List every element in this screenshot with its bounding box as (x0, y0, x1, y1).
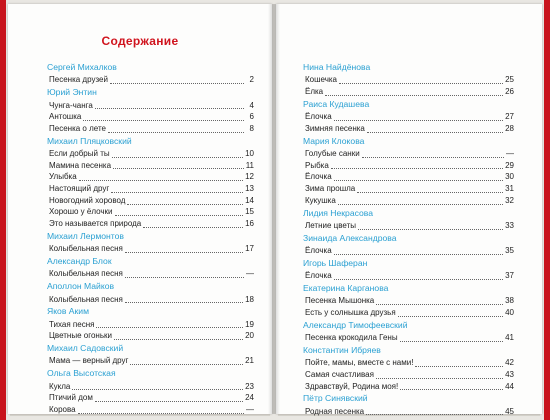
toc-entry (46, 268, 254, 280)
entry-title: Песенка о лете (49, 123, 106, 133)
entry-title: Новогодний хоровод (49, 195, 126, 205)
dot-leader (72, 389, 243, 390)
dot-leader (339, 83, 503, 84)
toc-entry (46, 381, 254, 393)
entry-title: Птичий дом (49, 393, 93, 403)
entry-title: Ёлочка (305, 112, 332, 122)
dot-leader (338, 204, 503, 205)
page-number: 10 (245, 149, 254, 159)
page-number: 27 (505, 112, 514, 122)
dot-leader (362, 157, 504, 158)
page-number: 41 (505, 333, 514, 343)
author-name: Мария Клокова (303, 135, 365, 146)
toc-entry (46, 160, 254, 172)
dot-leader (127, 204, 243, 205)
entry-title: Цветные огоньки (49, 331, 112, 341)
dot-leader (83, 120, 244, 121)
entry-title: Пойте, мамы, вместе с нами! (305, 358, 414, 368)
page-number: 35 (505, 246, 514, 256)
page-number: 40 (505, 307, 514, 317)
page-number: 17 (245, 244, 254, 254)
toc-entry (302, 220, 514, 232)
author-name: Раиса Кудашева (303, 98, 370, 109)
dot-leader (334, 254, 503, 255)
dot-leader (358, 229, 503, 230)
entry-title: Колыбельная песня (49, 294, 123, 304)
toc-entry (302, 295, 514, 307)
toc-entry (46, 183, 254, 195)
entry-title: Настоящий друг (49, 184, 110, 194)
dot-leader (108, 132, 244, 133)
dot-leader (113, 168, 244, 169)
author-name: Александр Блок (47, 256, 112, 266)
entry-title: Голубые санки (305, 149, 360, 159)
author-name: Михаил Садовский (47, 343, 124, 354)
dot-leader (96, 327, 243, 328)
author-name: Аполлон Майков (47, 281, 115, 292)
dot-leader (357, 192, 503, 193)
page-number: 16 (245, 219, 254, 229)
toc-entry (302, 195, 514, 207)
toc-list-right (302, 61, 514, 417)
dot-leader (415, 366, 503, 367)
toc-entry (46, 356, 254, 368)
contents-title: Содержание (101, 34, 179, 48)
page-number: 18 (245, 294, 254, 304)
author-name: Пётр Синявский (303, 393, 368, 404)
entry-title: Колыбельная песня (49, 244, 123, 254)
toc-entry (46, 111, 254, 123)
dot-leader (334, 120, 503, 121)
dot-leader (376, 378, 503, 379)
author-name: Михаил Пляцковский (47, 135, 132, 146)
author-name: Яков Аким (47, 306, 89, 317)
entry-title: Песенка крокодила Гены (305, 333, 398, 343)
page-number: 4 (249, 100, 254, 110)
toc-entry (46, 171, 254, 183)
toc-entry (302, 86, 514, 98)
page-number: 8 (249, 123, 254, 133)
page-number: 20 (245, 331, 254, 341)
toc-entry (46, 294, 254, 306)
entry-title: Ёлка (305, 87, 324, 97)
dot-leader (79, 180, 243, 181)
page-number: — (246, 404, 254, 414)
page-number: 43 (505, 369, 514, 379)
entry-title: Летние цветы (305, 220, 356, 230)
dot-leader (112, 157, 243, 158)
author-name: Игорь Шаферан (303, 257, 368, 268)
author-name: Лидия Некрасова (303, 207, 374, 218)
entry-title: Корова (49, 404, 76, 414)
dot-leader (334, 180, 503, 181)
entry-title: Рыбка (305, 160, 329, 170)
page-number: 15 (245, 207, 254, 217)
page-number: 25 (505, 75, 514, 85)
page-number: 11 (245, 160, 254, 170)
entry-title: Кукла (49, 381, 71, 391)
page-number: 28 (505, 123, 514, 133)
toc-entry (302, 381, 514, 393)
page-number: 6 (249, 112, 254, 122)
dot-leader (398, 316, 503, 317)
author-name: Зинаида Александрова (303, 232, 397, 243)
entry-title: Родная песенка (305, 406, 365, 416)
author-name: Юрий Энтин (47, 87, 97, 98)
entry-title: Зимняя песенка (305, 123, 365, 133)
dot-leader (376, 304, 503, 305)
dot-leader (125, 277, 244, 278)
page-number: 31 (505, 184, 514, 194)
page-number: 12 (245, 172, 254, 182)
toc-entry (46, 74, 254, 86)
entry-title: Тихая песня (49, 319, 95, 329)
page-number: — (506, 149, 514, 159)
page-number: 21 (245, 356, 254, 366)
toc-entry (46, 404, 254, 416)
dot-leader (95, 401, 243, 402)
toc-entry (46, 392, 254, 404)
toc-entry (302, 183, 514, 195)
author-name: Ольга Высотская (47, 368, 116, 379)
entry-title: Если добрый ты (49, 149, 110, 159)
author-name: Константин Ибряев (303, 344, 381, 355)
dot-leader (331, 168, 503, 169)
dot-leader (366, 414, 503, 415)
toc-entry (302, 406, 514, 418)
dot-leader (400, 389, 503, 390)
dot-leader (111, 192, 243, 193)
page-number: 19 (245, 319, 254, 329)
toc-entry (302, 369, 514, 381)
dot-leader (334, 279, 503, 280)
page-number: 23 (245, 381, 254, 391)
entry-title: Хорошо у ёлочки (49, 207, 113, 217)
dot-leader (143, 227, 243, 228)
toc-entry (46, 218, 254, 230)
toc-entry (302, 332, 514, 344)
dot-leader (400, 341, 504, 342)
entry-title: Зима прошла (305, 184, 356, 194)
dot-leader (78, 413, 244, 414)
toc-list-left (46, 61, 254, 416)
author-name: Александр Тимофеевский (303, 319, 408, 330)
page-number: 45 (505, 406, 514, 416)
dot-leader (367, 132, 503, 133)
entry-title: Самая счастливая (305, 369, 374, 379)
toc-entry (302, 171, 514, 183)
page-number: 42 (505, 358, 514, 368)
toc-entry (302, 357, 514, 369)
dot-leader (325, 95, 503, 96)
toc-entry (46, 207, 254, 219)
entry-title: Чунга-чанга (49, 100, 93, 110)
toc-entry (302, 148, 514, 160)
toc-entry (46, 195, 254, 207)
entry-title: Мама — верный друг (49, 356, 129, 366)
book-cover-edge-left (0, 0, 6, 420)
page-number: 33 (505, 220, 514, 230)
toc-entry (46, 319, 254, 331)
page-number: 26 (505, 87, 514, 97)
toc-entry (46, 123, 254, 135)
toc-entry (46, 148, 254, 160)
dot-leader (130, 364, 243, 365)
toc-entry (302, 307, 514, 319)
dot-leader (125, 302, 243, 303)
left-page (8, 4, 272, 414)
entry-title: Колыбельная песня (49, 269, 123, 279)
author-name: Сергей Михалков (47, 62, 117, 72)
book-cover-edge-right (544, 0, 550, 420)
toc-entry (46, 243, 254, 255)
entry-title: Песенка друзей (49, 75, 108, 85)
page-number: 13 (245, 184, 254, 194)
toc-entry (302, 270, 514, 282)
entry-title: Мамина песенка (49, 160, 112, 170)
page-number: 30 (505, 172, 514, 182)
entry-title: Здравствуй, Родина моя! (305, 381, 399, 391)
right-page (276, 4, 542, 414)
entry-title: Песенка Мышонка (305, 296, 375, 306)
entry-title: Это называется природа (49, 219, 142, 229)
entry-title: Улыбка (49, 172, 77, 182)
author-name: Нина Найдёнова (303, 62, 371, 72)
page-number: 32 (505, 195, 514, 205)
toc-entry (302, 123, 514, 135)
page-number: 2 (249, 75, 254, 85)
toc-entry (302, 245, 514, 257)
entry-title: Ёлочка (305, 172, 332, 182)
page-number: — (246, 269, 254, 279)
entry-title: Кукушка (305, 195, 336, 205)
page-number: 38 (505, 296, 514, 306)
toc-entry (302, 74, 514, 86)
toc-entry (302, 160, 514, 172)
book-spine (268, 4, 280, 414)
toc-entry (46, 100, 254, 112)
page-number: 29 (505, 160, 514, 170)
entry-title: Ёлочка (305, 271, 332, 281)
entry-title: Антошка (49, 112, 82, 122)
dot-leader (114, 339, 243, 340)
entry-title: Кошечка (305, 75, 338, 85)
dot-leader (110, 83, 244, 84)
entry-title: Ёлочка (305, 246, 332, 256)
author-name: Екатерина Карганова (303, 282, 389, 293)
dot-leader (95, 108, 244, 109)
page-number: 37 (505, 271, 514, 281)
page-number: 44 (505, 381, 514, 391)
dot-leader (125, 252, 243, 253)
toc-entry (302, 111, 514, 123)
page-number: 14 (245, 195, 254, 205)
dot-leader (115, 215, 244, 216)
page-number: 24 (245, 393, 254, 403)
author-name: Михаил Лермонтов (47, 230, 124, 241)
entry-title: Есть у солнышка друзья (305, 307, 396, 317)
toc-entry (46, 330, 254, 342)
